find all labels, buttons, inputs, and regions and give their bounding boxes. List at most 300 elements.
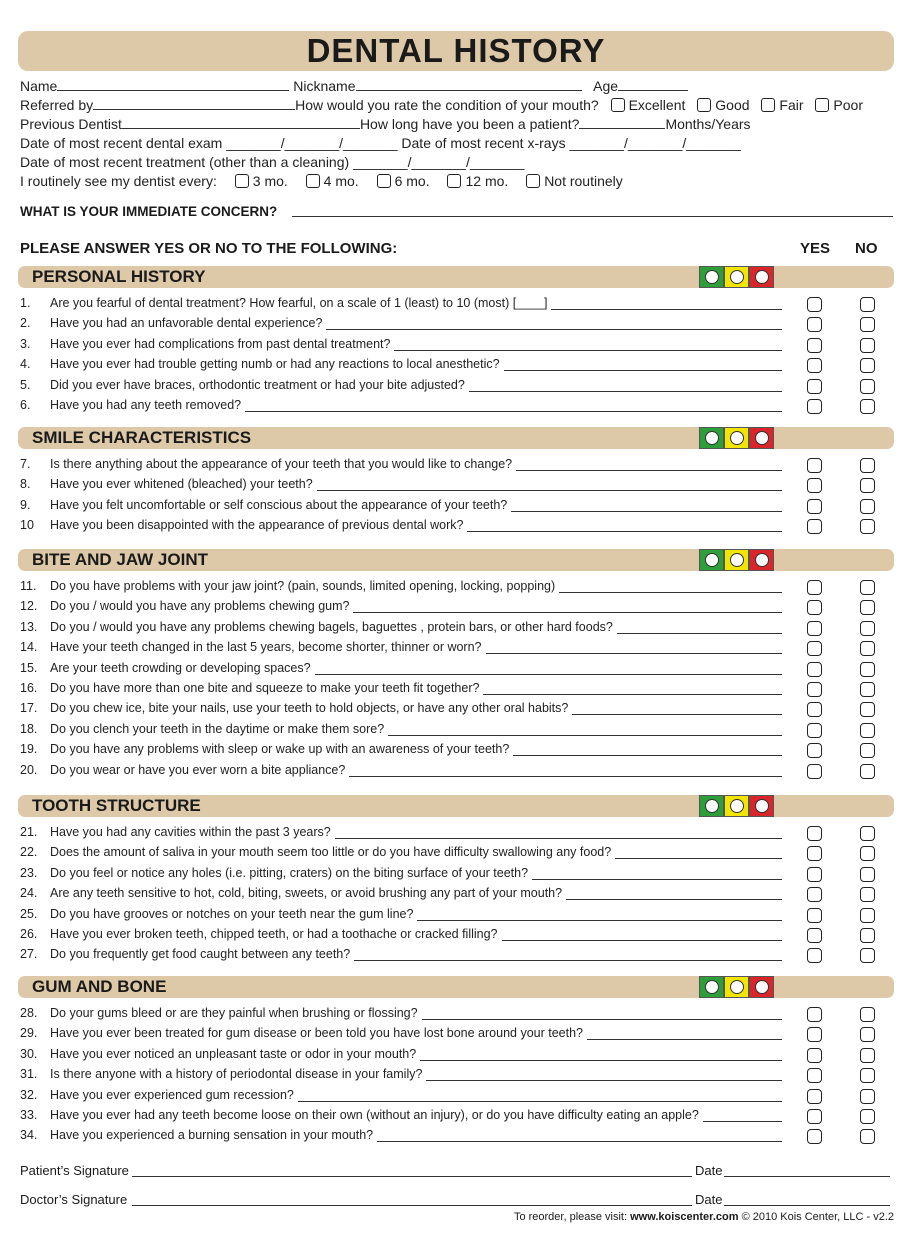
question-number: 16. bbox=[20, 681, 38, 695]
question-text: Does the amount of saliva in your mouth seem too little or do you have difficulty swallowing any food? bbox=[50, 845, 612, 860]
circle-icon bbox=[755, 270, 769, 284]
question-row bbox=[20, 518, 800, 537]
rate-fair-label: Fair bbox=[779, 97, 804, 113]
routine-6mo-checkbox[interactable] bbox=[377, 174, 391, 188]
routine-label: I routinely see my dentist every: bbox=[20, 173, 217, 189]
answer-line[interactable] bbox=[566, 899, 782, 900]
yes-checkbox[interactable] bbox=[807, 379, 822, 394]
question-number: 2. bbox=[20, 316, 31, 331]
yes-checkbox[interactable] bbox=[807, 743, 822, 758]
question-text: Have you ever had any teeth become loose on their own (without an injury), or do you have difficulty eating an apple? bbox=[50, 1108, 699, 1122]
question-row bbox=[20, 498, 800, 517]
answer-line[interactable] bbox=[617, 633, 782, 634]
yes-checkbox[interactable] bbox=[807, 297, 822, 312]
question-number: 32. bbox=[20, 1087, 38, 1102]
section-title: GUM AND BONE bbox=[32, 977, 167, 996]
question-text: Have you had any cavities within the past 3 years? bbox=[50, 825, 331, 839]
question-number: 17. bbox=[20, 701, 38, 716]
answer-line[interactable] bbox=[467, 531, 782, 532]
question-row bbox=[20, 1108, 800, 1127]
answer-line[interactable] bbox=[532, 879, 782, 880]
no-checkbox[interactable] bbox=[860, 458, 875, 473]
no-checkbox[interactable] bbox=[860, 1129, 875, 1144]
rate-excellent-label: Excellent bbox=[628, 97, 686, 113]
circle-icon bbox=[705, 270, 719, 284]
yes-checkbox[interactable] bbox=[807, 826, 822, 841]
question-row bbox=[20, 1067, 800, 1086]
question-number: 33. bbox=[20, 1108, 38, 1122]
no-checkbox[interactable] bbox=[860, 1048, 875, 1063]
answer-line[interactable] bbox=[326, 329, 782, 330]
question-row bbox=[20, 927, 800, 946]
routine-row bbox=[20, 173, 623, 189]
yes-checkbox[interactable] bbox=[807, 399, 822, 414]
question-row bbox=[20, 681, 800, 700]
question-number: 34. bbox=[20, 1128, 38, 1143]
red-light-icon bbox=[749, 976, 774, 998]
routine-3mo-label: 3 mo. bbox=[252, 173, 288, 189]
footer bbox=[514, 1211, 894, 1223]
answer-line[interactable] bbox=[615, 858, 782, 859]
yellow-light-icon bbox=[724, 427, 749, 449]
referred-field[interactable] bbox=[93, 97, 295, 110]
answer-line[interactable] bbox=[420, 1060, 782, 1061]
footer-url[interactable]: www.koiscenter.com bbox=[630, 1211, 739, 1223]
answer-line[interactable] bbox=[516, 470, 782, 471]
question-row bbox=[20, 378, 800, 397]
question-text: Have you been disappointed with the appearance of previous dental work? bbox=[50, 518, 464, 533]
answer-line[interactable] bbox=[559, 592, 782, 593]
referred-label: Referred by bbox=[20, 97, 94, 113]
recent-xray-date-field[interactable]: _______/_______/_______ bbox=[569, 135, 741, 151]
section-header bbox=[18, 976, 894, 998]
patient-signature-field[interactable] bbox=[132, 1176, 692, 1177]
yes-column-heading: YES bbox=[800, 240, 831, 257]
no-checkbox[interactable] bbox=[860, 338, 875, 353]
question-row bbox=[20, 825, 800, 844]
red-light-icon bbox=[749, 795, 774, 817]
referred-row bbox=[20, 97, 863, 113]
question-row bbox=[20, 742, 800, 761]
risk-indicator bbox=[699, 427, 775, 449]
no-checkbox[interactable] bbox=[860, 1089, 875, 1104]
question-row bbox=[20, 722, 800, 741]
yes-checkbox[interactable] bbox=[807, 1109, 822, 1124]
question-row bbox=[20, 599, 800, 618]
footer-suffix: © 2010 Kois Center, LLC - v2.2 bbox=[738, 1211, 894, 1223]
answer-line[interactable] bbox=[587, 1039, 782, 1040]
question-text: Have you ever had trouble getting numb or had any reactions to local anesthetic? bbox=[50, 357, 500, 372]
rate-excellent-checkbox[interactable] bbox=[611, 98, 625, 112]
section-title: TOOTH STRUCTURE bbox=[32, 796, 201, 815]
answer-line[interactable] bbox=[335, 838, 782, 839]
no-checkbox[interactable] bbox=[860, 641, 875, 656]
doctor-date-label: Date bbox=[695, 1192, 723, 1207]
section-header bbox=[18, 795, 894, 817]
previous-dentist-row bbox=[20, 116, 751, 132]
risk-indicator bbox=[699, 266, 775, 288]
circle-icon bbox=[755, 431, 769, 445]
red-light-icon bbox=[749, 266, 774, 288]
nickname-field[interactable] bbox=[356, 78, 582, 91]
doctor-signature-field[interactable] bbox=[132, 1205, 692, 1206]
question-number: 1. bbox=[20, 296, 31, 310]
no-checkbox[interactable] bbox=[860, 682, 875, 697]
page-title: DENTAL HISTORY bbox=[18, 31, 894, 71]
question-row bbox=[20, 579, 800, 598]
question-number: 20. bbox=[20, 762, 38, 777]
question-row bbox=[20, 701, 800, 720]
question-text: Are you fearful of dental treatment? How fearful, on a scale of 1 (least) to 10 (most) [____] bbox=[50, 296, 548, 310]
circle-icon bbox=[755, 980, 769, 994]
question-row bbox=[20, 1006, 800, 1025]
no-checkbox[interactable] bbox=[860, 1007, 875, 1022]
how-long-label: How long have you been a patient? bbox=[359, 116, 580, 132]
answer-line[interactable] bbox=[469, 391, 782, 392]
red-light-icon bbox=[749, 427, 774, 449]
answer-line[interactable] bbox=[511, 511, 782, 512]
question-row bbox=[20, 845, 800, 864]
question-text: Have you ever whitened (bleached) your teeth? bbox=[50, 477, 313, 492]
answer-line[interactable] bbox=[703, 1121, 782, 1122]
no-checkbox[interactable] bbox=[860, 379, 875, 394]
yes-checkbox[interactable] bbox=[807, 499, 822, 514]
question-row bbox=[20, 866, 800, 885]
answer-line[interactable] bbox=[486, 653, 782, 654]
no-checkbox[interactable] bbox=[860, 399, 875, 414]
yes-checkbox[interactable] bbox=[807, 867, 822, 882]
question-text: Is there anyone with a history of periodontal disease in your family? bbox=[50, 1067, 423, 1082]
no-checkbox[interactable] bbox=[860, 358, 875, 373]
answer-line[interactable] bbox=[417, 920, 782, 921]
yes-checkbox[interactable] bbox=[807, 702, 822, 717]
question-text: Have your teeth changed in the last 5 years, become shorter, thinner or worn? bbox=[50, 640, 482, 655]
question-number: 7. bbox=[20, 457, 31, 471]
question-number: 12. bbox=[20, 599, 38, 614]
risk-indicator bbox=[699, 549, 775, 571]
no-checkbox[interactable] bbox=[860, 908, 875, 923]
question-text: Have you experienced a burning sensation in your mouth? bbox=[50, 1128, 374, 1143]
question-number: 8. bbox=[20, 477, 31, 492]
answer-line[interactable] bbox=[572, 714, 782, 715]
circle-icon bbox=[730, 799, 744, 813]
answer-line[interactable] bbox=[422, 1019, 782, 1020]
red-light-icon bbox=[749, 549, 774, 571]
please-answer-heading: PLEASE ANSWER YES OR NO TO THE FOLLOWING: bbox=[20, 240, 398, 257]
circle-icon bbox=[755, 799, 769, 813]
circle-icon bbox=[705, 431, 719, 445]
yes-checkbox[interactable] bbox=[807, 600, 822, 615]
question-row bbox=[20, 907, 800, 926]
question-row bbox=[20, 398, 800, 417]
routine-not-checkbox[interactable] bbox=[526, 174, 540, 188]
question-text: Do you feel or notice any holes (i.e. pitting, craters) on the biting surface of your teeth? bbox=[50, 865, 529, 880]
routine-12mo-checkbox[interactable] bbox=[447, 174, 461, 188]
green-light-icon bbox=[699, 976, 724, 998]
question-row bbox=[20, 620, 800, 639]
answer-line[interactable] bbox=[377, 1141, 782, 1142]
no-checkbox[interactable] bbox=[860, 662, 875, 677]
question-text: Do you have problems with your jaw joint? (pain, sounds, limited opening, locking, popping) bbox=[50, 579, 556, 593]
months-years-label: Months/Years bbox=[665, 116, 751, 132]
yes-checkbox[interactable] bbox=[807, 1048, 822, 1063]
question-row bbox=[20, 457, 800, 476]
yes-checkbox[interactable] bbox=[807, 887, 822, 902]
question-number: 10 bbox=[20, 518, 34, 533]
no-column-heading: NO bbox=[855, 240, 878, 257]
rate-fair-checkbox[interactable] bbox=[761, 98, 775, 112]
question-text: Have you ever experienced gum recession? bbox=[50, 1087, 294, 1102]
section-header bbox=[18, 549, 894, 571]
answer-line[interactable] bbox=[349, 776, 782, 777]
question-text: Do you / would you have any problems chewing gum? bbox=[50, 599, 350, 614]
rate-question: How would you rate the condition of your mouth? bbox=[295, 97, 599, 113]
answer-line[interactable] bbox=[298, 1101, 782, 1102]
recent-xray-label: Date of most recent x-rays bbox=[401, 135, 566, 151]
answer-line[interactable] bbox=[483, 694, 782, 695]
section-header bbox=[18, 266, 894, 288]
previous-dentist-field[interactable] bbox=[122, 116, 360, 129]
routine-not-label: Not routinely bbox=[544, 173, 623, 189]
question-row bbox=[20, 296, 800, 315]
routine-6mo-label: 6 mo. bbox=[394, 173, 430, 189]
no-checkbox[interactable] bbox=[860, 948, 875, 963]
no-checkbox[interactable] bbox=[860, 1068, 875, 1083]
circle-icon bbox=[705, 553, 719, 567]
age-field[interactable] bbox=[618, 78, 688, 91]
answer-line[interactable] bbox=[353, 612, 782, 613]
rate-good-label: Good bbox=[715, 97, 750, 113]
question-text: Do you / would you have any problems chewing bagels, baguettes , protein bars, or other hard foods? bbox=[50, 619, 613, 634]
section-title: BITE AND JAW JOINT bbox=[32, 550, 208, 569]
question-number: 21. bbox=[20, 825, 38, 839]
yes-checkbox[interactable] bbox=[807, 358, 822, 373]
no-checkbox[interactable] bbox=[860, 478, 875, 493]
question-text: Have you had an unfavorable dental experience? bbox=[50, 316, 323, 331]
green-light-icon bbox=[699, 549, 724, 571]
no-checkbox[interactable] bbox=[860, 867, 875, 882]
no-checkbox[interactable] bbox=[860, 297, 875, 312]
footer-prefix: To reorder, please visit: bbox=[513, 1211, 631, 1223]
question-text: Have you felt uncomfortable or self conscious about the appearance of your teeth? bbox=[50, 497, 508, 512]
no-checkbox[interactable] bbox=[860, 317, 875, 332]
yes-checkbox[interactable] bbox=[807, 723, 822, 738]
concern-field[interactable] bbox=[292, 216, 893, 217]
patient-date-field[interactable] bbox=[724, 1176, 890, 1177]
yellow-light-icon bbox=[724, 266, 749, 288]
question-number: 28. bbox=[20, 1006, 38, 1020]
rate-good-checkbox[interactable] bbox=[697, 98, 711, 112]
yes-checkbox[interactable] bbox=[807, 458, 822, 473]
question-text: Do you frequently get food caught between any teeth? bbox=[50, 947, 351, 962]
doctor-signature-label: Doctor’s Signature bbox=[20, 1192, 128, 1207]
no-checkbox[interactable] bbox=[860, 826, 875, 841]
name-label: Name bbox=[20, 78, 58, 94]
doctor-date-field[interactable] bbox=[724, 1205, 890, 1206]
answer-line[interactable] bbox=[502, 940, 782, 941]
question-row bbox=[20, 763, 800, 782]
question-text: Have you had any teeth removed? bbox=[50, 398, 242, 412]
question-number: 11. bbox=[20, 579, 37, 593]
recent-exam-row bbox=[20, 135, 741, 151]
question-row bbox=[20, 1026, 800, 1045]
yes-checkbox[interactable] bbox=[807, 764, 822, 779]
question-text: Do you have more than one bite and squeeze to make your teeth fit together? bbox=[50, 681, 480, 695]
question-text: Do you wear or have you ever worn a bite appliance? bbox=[50, 762, 346, 777]
answer-line[interactable] bbox=[317, 490, 782, 491]
question-number: 27. bbox=[20, 947, 38, 962]
routine-3mo-checkbox[interactable] bbox=[235, 174, 249, 188]
yes-checkbox[interactable] bbox=[807, 580, 822, 595]
recent-exam-label: Date of most recent dental exam bbox=[20, 135, 223, 151]
name-field[interactable] bbox=[57, 78, 289, 91]
no-checkbox[interactable] bbox=[860, 1027, 875, 1042]
no-checkbox[interactable] bbox=[860, 580, 875, 595]
previous-dentist-label: Previous Dentist bbox=[20, 116, 122, 132]
question-number: 3. bbox=[20, 336, 31, 351]
yes-checkbox[interactable] bbox=[807, 519, 822, 534]
yellow-light-icon bbox=[724, 795, 749, 817]
no-checkbox[interactable] bbox=[860, 764, 875, 779]
age-label: Age bbox=[593, 78, 619, 94]
routine-4mo-checkbox[interactable] bbox=[306, 174, 320, 188]
question-number: 24. bbox=[20, 886, 38, 901]
answer-line[interactable] bbox=[315, 674, 782, 675]
no-checkbox[interactable] bbox=[860, 519, 875, 534]
recent-treatment-date-field[interactable]: _______/_______/_______ bbox=[353, 154, 525, 170]
question-text: Do you clench your teeth in the daytime or make them sore? bbox=[50, 721, 385, 736]
how-long-field[interactable] bbox=[579, 116, 665, 129]
yes-checkbox[interactable] bbox=[807, 641, 822, 656]
question-text: Is there anything about the appearance of your teeth that you would like to change? bbox=[50, 457, 513, 471]
no-checkbox[interactable] bbox=[860, 600, 875, 615]
no-checkbox[interactable] bbox=[860, 702, 875, 717]
rate-poor-label: Poor bbox=[833, 97, 863, 113]
answer-line[interactable] bbox=[504, 370, 782, 371]
circle-icon bbox=[755, 553, 769, 567]
yes-checkbox[interactable] bbox=[807, 1089, 822, 1104]
question-number: 22. bbox=[20, 845, 38, 860]
no-checkbox[interactable] bbox=[860, 621, 875, 636]
question-number: 25. bbox=[20, 906, 38, 921]
circle-icon bbox=[730, 270, 744, 284]
yes-checkbox[interactable] bbox=[807, 682, 822, 697]
question-number: 26. bbox=[20, 927, 38, 941]
yes-checkbox[interactable] bbox=[807, 662, 822, 677]
recent-exam-date-field[interactable]: _______/_______/_______ bbox=[226, 135, 398, 151]
question-number: 5. bbox=[20, 377, 31, 392]
yes-checkbox[interactable] bbox=[807, 908, 822, 923]
question-text: Have you ever had complications from past dental treatment? bbox=[50, 336, 391, 351]
yes-checkbox[interactable] bbox=[807, 948, 822, 963]
routine-12mo-label: 12 mo. bbox=[465, 173, 509, 189]
yes-checkbox[interactable] bbox=[807, 338, 822, 353]
circle-icon bbox=[705, 799, 719, 813]
yes-checkbox[interactable] bbox=[807, 1129, 822, 1144]
answer-line[interactable] bbox=[426, 1080, 782, 1081]
nickname-label: Nickname bbox=[293, 78, 356, 94]
question-text: Have you ever been treated for gum disease or been told you have lost bone around your teeth? bbox=[50, 1026, 583, 1041]
circle-icon bbox=[705, 980, 719, 994]
question-number: 13. bbox=[20, 619, 38, 634]
question-text: Are your teeth crowding or developing spaces? bbox=[50, 660, 311, 675]
circle-icon bbox=[730, 553, 744, 567]
green-light-icon bbox=[699, 266, 724, 288]
answer-line[interactable] bbox=[513, 755, 782, 756]
answer-line[interactable] bbox=[245, 411, 782, 412]
name-row bbox=[20, 78, 688, 94]
question-number: 19. bbox=[20, 742, 38, 757]
yes-checkbox[interactable] bbox=[807, 1027, 822, 1042]
answer-line[interactable] bbox=[354, 960, 782, 961]
question-number: 29. bbox=[20, 1026, 38, 1041]
yes-checkbox[interactable] bbox=[807, 478, 822, 493]
yellow-light-icon bbox=[724, 976, 749, 998]
no-checkbox[interactable] bbox=[860, 928, 875, 943]
yes-checkbox[interactable] bbox=[807, 621, 822, 636]
question-number: 18. bbox=[20, 721, 38, 736]
question-number: 4. bbox=[20, 357, 31, 372]
question-text: Do your gums bleed or are they painful when brushing or flossing? bbox=[50, 1006, 418, 1020]
question-text: Do you have any problems with sleep or wake up with an awareness of your teeth? bbox=[50, 742, 510, 757]
question-text: Have you ever noticed an unpleasant taste or odor in your mouth? bbox=[50, 1046, 417, 1061]
patient-signature-label: Patient’s Signature bbox=[20, 1163, 129, 1178]
no-checkbox[interactable] bbox=[860, 887, 875, 902]
answer-line[interactable] bbox=[388, 735, 782, 736]
green-light-icon bbox=[699, 427, 724, 449]
recent-treatment-label: Date of most recent treatment (other than a cleaning) bbox=[20, 154, 350, 170]
question-number: 6. bbox=[20, 398, 31, 412]
no-checkbox[interactable] bbox=[860, 846, 875, 861]
risk-indicator bbox=[699, 976, 775, 998]
no-checkbox[interactable] bbox=[860, 499, 875, 514]
routine-4mo-label: 4 mo. bbox=[323, 173, 359, 189]
yes-checkbox[interactable] bbox=[807, 846, 822, 861]
question-row bbox=[20, 640, 800, 659]
question-row bbox=[20, 886, 800, 905]
no-checkbox[interactable] bbox=[860, 1109, 875, 1124]
question-number: 31. bbox=[20, 1067, 38, 1082]
question-number: 15. bbox=[20, 660, 38, 675]
question-number: 30. bbox=[20, 1046, 38, 1061]
question-row bbox=[20, 1047, 800, 1066]
question-row bbox=[20, 1088, 800, 1107]
no-checkbox[interactable] bbox=[860, 723, 875, 738]
question-row bbox=[20, 1128, 800, 1147]
answer-line[interactable] bbox=[551, 309, 782, 310]
yes-checkbox[interactable] bbox=[807, 317, 822, 332]
section-header bbox=[18, 427, 894, 449]
section-title: SMILE CHARACTERISTICS bbox=[32, 428, 252, 447]
circle-icon bbox=[730, 980, 744, 994]
question-text: Are any teeth sensitive to hot, cold, biting, sweets, or avoid brushing any part of your mouth? bbox=[50, 886, 563, 901]
concern-label: WHAT IS YOUR IMMEDIATE CONCERN? bbox=[20, 204, 278, 219]
yes-checkbox[interactable] bbox=[807, 928, 822, 943]
question-row bbox=[20, 337, 800, 356]
question-text: Do you have grooves or notches on your teeth near the gum line? bbox=[50, 906, 414, 921]
no-checkbox[interactable] bbox=[860, 743, 875, 758]
risk-indicator bbox=[699, 795, 775, 817]
green-light-icon bbox=[699, 795, 724, 817]
answer-line[interactable] bbox=[394, 350, 782, 351]
yes-checkbox[interactable] bbox=[807, 1007, 822, 1022]
section-title: PERSONAL HISTORY bbox=[32, 267, 206, 286]
yes-checkbox[interactable] bbox=[807, 1068, 822, 1083]
question-number: 14. bbox=[20, 640, 38, 655]
question-text: Do you chew ice, bite your nails, use your teeth to hold objects, or have any other oral habits? bbox=[50, 701, 569, 716]
question-row bbox=[20, 316, 800, 335]
rate-poor-checkbox[interactable] bbox=[815, 98, 829, 112]
